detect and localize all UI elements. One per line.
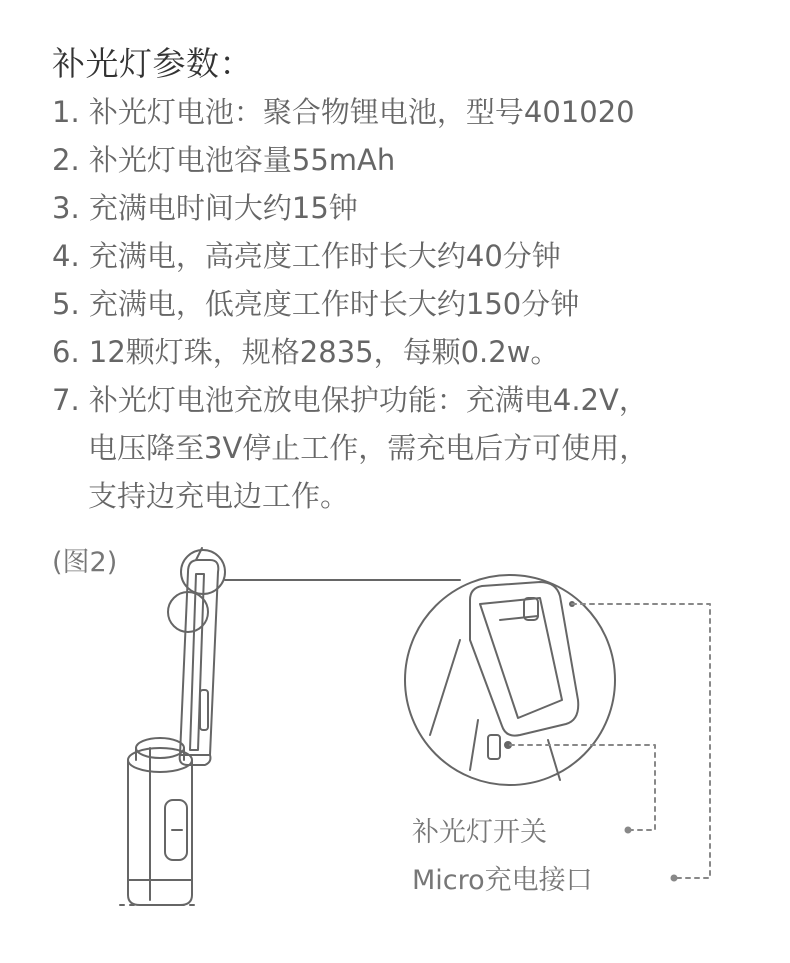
spec-text: 5. 充满电，低亮度工作时长大约150分钟: [52, 287, 580, 321]
spec-item: [52, 88, 648, 136]
spec-text: 3. 充满电时间大约15钟: [52, 191, 358, 225]
spec-item: [52, 184, 648, 232]
usb-callout-dot: [671, 875, 678, 882]
spec-item: [52, 136, 648, 184]
switch-callout-dot: [625, 827, 632, 834]
spec-item: [52, 280, 648, 328]
spec-text: 1. 补光灯电池：聚合物锂电池，型号401020: [52, 95, 635, 129]
figure-label: (图2): [52, 547, 118, 578]
micro-usb-callout-label: Micro充电接口: [412, 865, 593, 896]
fill-light-diagram: [0, 520, 790, 963]
spec-text: 6. 12颗灯珠，规格2835，每颗0.2w。: [52, 335, 560, 369]
spec-item: [52, 232, 648, 280]
spec-text: 4. 充满电，高亮度工作时长大约40分钟: [52, 239, 561, 273]
spec-item: [52, 328, 648, 376]
spec-list: [52, 88, 648, 520]
spec-text-continued: 支持边充电边工作。: [88, 479, 350, 513]
section-title: 补光灯参数：: [52, 44, 253, 83]
spec-item: [52, 376, 648, 520]
spec-text: 2. 补光灯电池容量55mAh: [52, 143, 396, 177]
magnified-view: [405, 575, 615, 785]
spec-text-continued: 电压降至3V停止工作，需充电后方可使用，: [88, 431, 649, 465]
fill-light-panel: [180, 548, 219, 765]
switch-callout-label: 补光灯开关: [412, 817, 547, 848]
device-handle: [120, 738, 200, 905]
spec-text: 7. 补光灯电池充放电保护功能：充满电4.2V，: [52, 383, 648, 417]
